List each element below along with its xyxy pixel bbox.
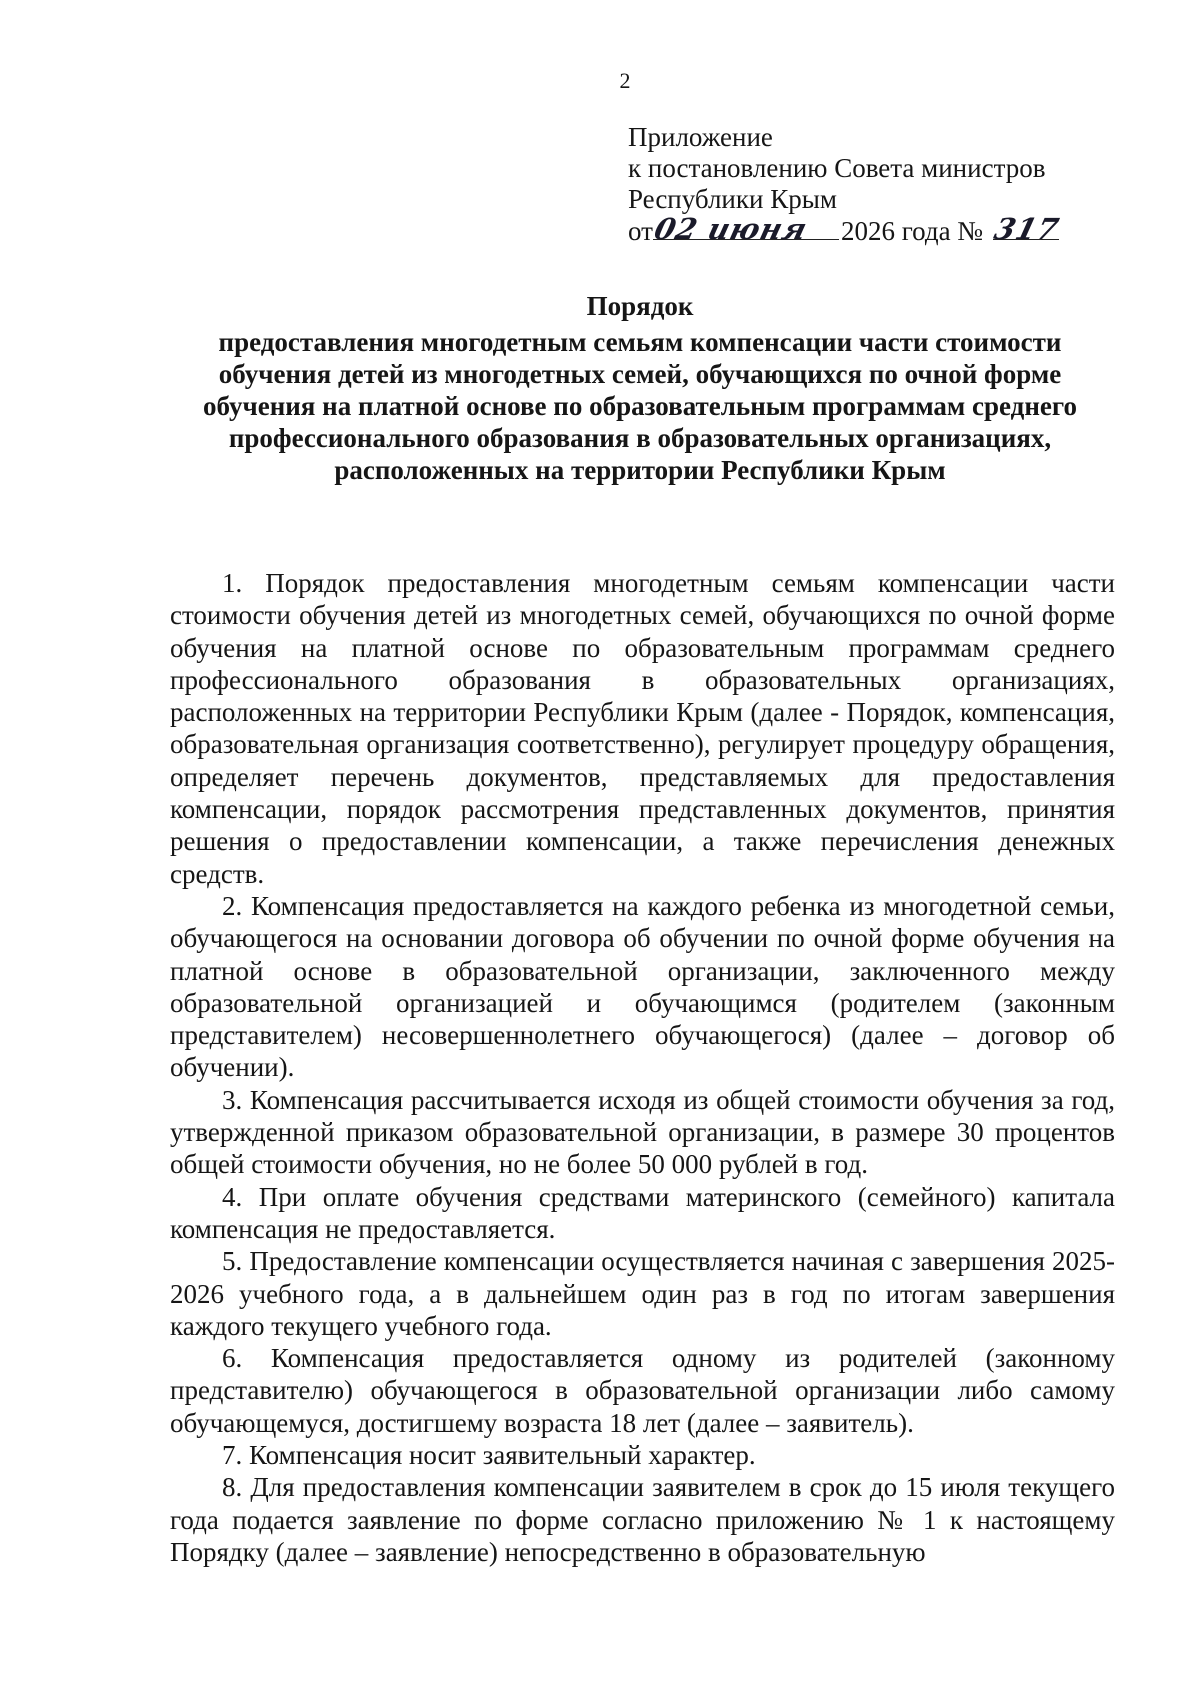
appendix-label: Приложение — [628, 122, 773, 152]
appendix-header — [628, 122, 1148, 247]
title-main: Порядок — [586, 291, 694, 321]
title-line: обучения на платной основе по образовательным программам среднего — [203, 391, 1077, 421]
paragraph-6: 6. Компенсация предоставляется одному из родителей (законному представителю) обучающегося в образовательной организации либо самому обучающемуся, достигшему возраста 18 лет (далее – заявитель). — [170, 1343, 1115, 1438]
title-line: предоставления многодетным семьям компенсации части стоимости — [218, 327, 1062, 357]
handwritten-number: 317 — [990, 212, 1063, 246]
title-line: профессионального образования в образовательных организациях, — [228, 423, 1052, 453]
number-blank — [990, 212, 1063, 246]
appendix-resolution-line: к постановлению Совета министров — [628, 153, 1046, 183]
handwritten-date: 02 июня — [650, 212, 812, 246]
date-blank — [650, 212, 839, 246]
paragraph-8: 8. Для предоставления компенсации заявителем в срок до 15 июля текущего года подается заявление по форме согласно приложению № 1 к настоящему Порядку (далее – заявление) непосредственно в образовательную — [170, 1472, 1115, 1567]
paragraph-7: 7. Компенсация носит заявительный характер. — [222, 1440, 756, 1471]
paragraph-1: 1. Порядок предоставления многодетным семьям компенсации части стоимости обучения детей из многодетных семей, обучающихся по очной форме обучения на платной основе по образовательным программам среднего профессионального образования в образовательных организациях, расположенных на территории Республики Крым (далее - Порядок, компенсация, образовательная организация соответственно), регулирует процедуру обращения, определяет перечень документов, представляемых для предоставления компенсации, порядок рассмотрения представленных документов, принятия решения о предоставлении компенсации, а также перечисления денежных средств. — [170, 568, 1115, 889]
year-text: 2026 года № — [840, 216, 984, 246]
date-prefix: от — [628, 216, 653, 246]
paragraph-4: 4. При оплате обучения средствами материнского (семейного) капитала компенсация не предоставляется. — [170, 1181, 1115, 1244]
appendix-date-line — [628, 212, 1148, 247]
paragraph-5: 5. Предоставление компенсации осуществляется начиная с завершения 2025-2026 учебного года, а в дальнейшем один раз в год по итогам завершения каждого текущего учебного года. — [170, 1246, 1115, 1341]
page-number: 2 — [619, 68, 631, 93]
document-body — [170, 567, 1115, 1568]
title-line: расположенных на территории Республики Крым — [334, 455, 946, 485]
appendix-republic-line: Республики Крым — [628, 184, 837, 214]
title-line: обучения детей из многодетных семей, обучающихся по очной форме — [218, 359, 1062, 389]
paragraph-2: 2. Компенсация предоставляется на каждого ребенка из многодетной семьи, обучающегося на основании договора об обучении по очной форме обучения на платной основе в образовательной организации, заключенного между образовательной организацией и обучающимся (родителем (законным представителем) несовершеннолетнего обучающегося) (далее – договор об обучении). — [170, 890, 1115, 1083]
document-title — [160, 290, 1120, 486]
paragraph-3: 3. Компенсация рассчитывается исходя из общей стоимости обучения за год, утвержденной приказом образовательной организации, в размере 30 процентов общей стоимости обучения, но не более 50 000 рублей в год. — [170, 1084, 1115, 1180]
